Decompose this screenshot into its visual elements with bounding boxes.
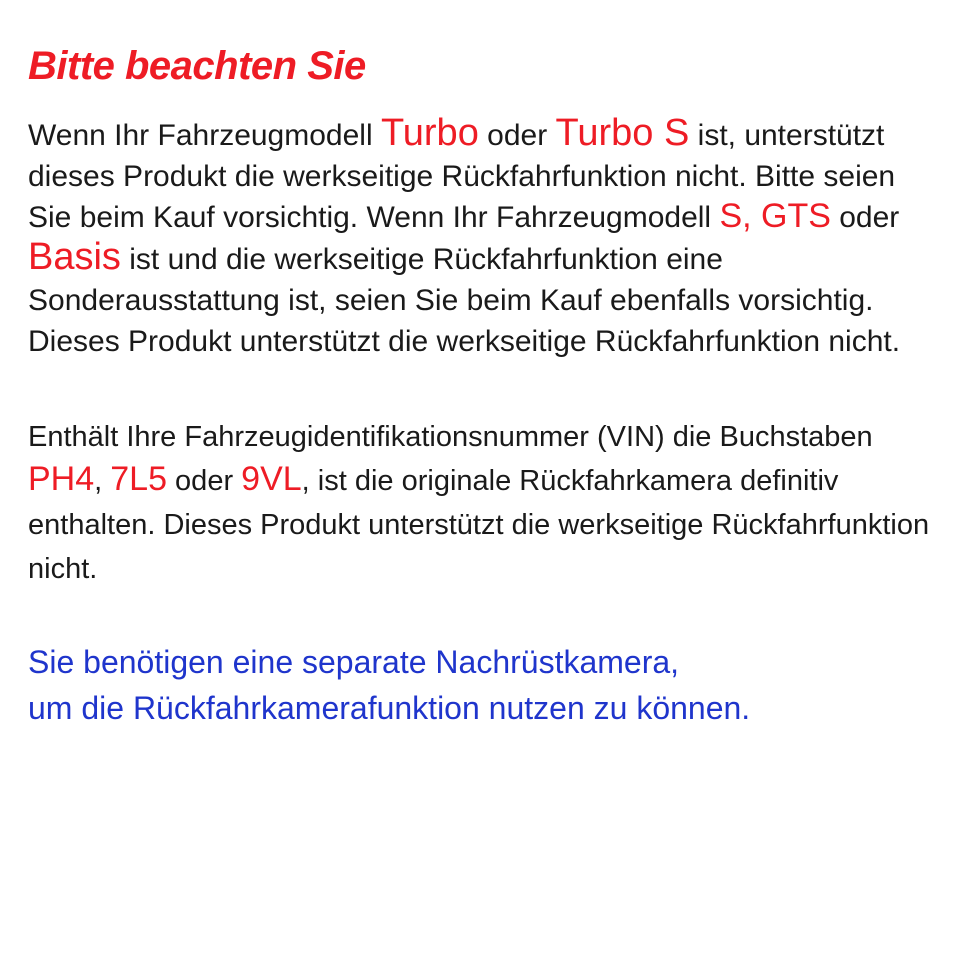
page-title: Bitte beachten Sie	[28, 44, 366, 88]
vin-code-9vl: 9VL	[241, 459, 302, 498]
model-basis: Basis	[28, 236, 121, 279]
vin-code-ph4: PH4	[28, 459, 95, 498]
text-segment: Wenn Ihr Fahrzeugmodell	[28, 119, 381, 152]
model-turbo-s: Turbo S	[555, 112, 690, 154]
text-segment: , ist die originale Rückfahrkamera definitiv enthalten. Dieses Produkt unterstützt die werkseitige Rückfahrfunktion nicht.	[28, 464, 930, 585]
paragraph-vin-codes	[28, 415, 930, 591]
model-turbo: Turbo	[380, 112, 479, 154]
closing-line-2: um die Rückfahrkamerafunktion nutzen zu können.	[28, 690, 751, 727]
paragraph-closing	[28, 639, 930, 732]
text-segment: oder	[167, 464, 242, 497]
paragraph-model-warning	[28, 114, 930, 363]
text-segment: Enthält Ihre Fahrzeugidentifikationsnummer (VIN) die Buchstaben	[28, 420, 873, 453]
text-segment: ist und die werkseitige Rückfahrfunktion eine Sonderausstattung ist, seien Sie beim Kauf ebenfalls vorsichtig. Dieses Produkt unterstützt die werkseitige Rückfahrfunktion nicht.	[28, 243, 901, 359]
model-s-gts: S, GTS	[719, 197, 831, 236]
text-segment: ist, unterstützt dieses Produkt die werkseitige Rückfahrfunktion nicht. Bitte seien Sie beim Kauf vorsichtig. Wenn Ihr Fahrzeugmodell	[28, 119, 896, 235]
closing-line-1: Sie benötigen eine separate Nachrüstkamera,	[28, 643, 680, 680]
text-segment: ,	[94, 464, 111, 497]
text-segment: oder	[478, 119, 556, 152]
text-segment: oder	[830, 201, 900, 235]
vin-code-7l5: 7L5	[110, 459, 167, 498]
